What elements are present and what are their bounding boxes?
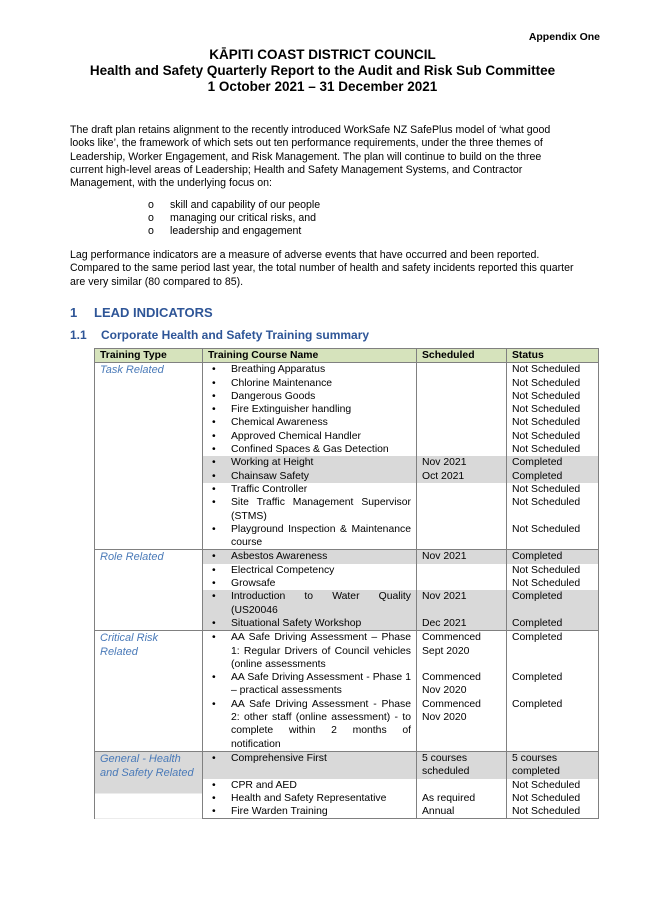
report-title: Health and Safety Quarterly Report to the Audit and Risk Sub Committee (89, 63, 556, 78)
scheduled-cell: Annual (417, 805, 507, 819)
table-body (95, 363, 599, 819)
bullet-dot: • (212, 364, 216, 376)
status-cell: Completed (507, 470, 599, 483)
course-name-cell (203, 470, 417, 483)
status-cell: Not Scheduled (507, 430, 599, 443)
subsection-number: 1.1 (70, 328, 87, 342)
status-cell: Completed (507, 671, 599, 698)
course-name-cell (203, 698, 417, 752)
table-row (95, 751, 599, 778)
bullet-dot: • (212, 698, 216, 710)
course-name-text: Growsafe (231, 578, 276, 590)
course-name-text: Introduction to Water Quality (US20046 (231, 591, 411, 616)
course-name-text: Electrical Competency (231, 564, 335, 576)
bullet-dot: • (212, 806, 216, 818)
subsection-title: Corporate Health and Safety Training summary (101, 328, 370, 342)
scheduled-cell (417, 523, 507, 550)
focus-item-text: managing our critical risks, and (170, 212, 317, 224)
table-row (95, 550, 599, 564)
course-name-cell (203, 523, 417, 550)
bullet-dot: • (212, 377, 216, 389)
course-name-cell (203, 550, 417, 564)
course-name-cell (203, 377, 417, 390)
course-name-text: Fire Extinguisher handling (231, 404, 352, 416)
header-scheduled: Scheduled (417, 349, 507, 363)
status-cell: Not Scheduled (507, 403, 599, 416)
course-name-text: Asbestos Awareness (231, 551, 328, 563)
table-row (95, 631, 599, 671)
course-name-cell (203, 671, 417, 698)
course-name-cell (203, 751, 417, 778)
training-type-cell: Role Related (95, 550, 203, 631)
course-name-cell (203, 390, 417, 403)
table-header-row (95, 349, 599, 363)
lag-paragraph: Lag performance indicators are a measure of adverse events that have occurred and been reported. Compared to the same period last year, the total number of health and safety incidents reported this quarter are very similar (80 compared to 85). (70, 249, 574, 288)
status-cell: Not Scheduled (507, 805, 599, 819)
appendix-label: Appendix One (528, 31, 600, 43)
scheduled-cell (417, 377, 507, 390)
status-cell: Not Scheduled (507, 390, 599, 403)
bullet-dot: • (212, 752, 216, 764)
bullet-dot: • (212, 564, 216, 576)
status-cell: Not Scheduled (507, 523, 599, 550)
scheduled-cell: Commenced Sept 2020 (417, 631, 507, 671)
course-name-cell (203, 416, 417, 429)
scheduled-cell (417, 430, 507, 443)
status-cell: Not Scheduled (507, 483, 599, 496)
scheduled-cell (417, 443, 507, 456)
bullet-dot: • (212, 617, 216, 629)
course-name-cell (203, 617, 417, 631)
council-name: KĀPITI COAST DISTRICT COUNCIL (209, 47, 436, 62)
course-name-cell (203, 443, 417, 456)
status-cell: 5 courses completed (507, 751, 599, 778)
status-cell: Not Scheduled (507, 577, 599, 590)
status-cell: Not Scheduled (507, 779, 599, 792)
intro-paragraph: The draft plan retains alignment to the recently introduced WorkSafe NZ SafePlus model of ‘what good looks like’, the framework of which sets out ten performance requirements, under the three themes of Leadership, Worker Engagement, and Risk Management. The plan will continue to build on the three current high-level areas of Leadership; Health and Safety Management Systems, and Contractor Management, with the underlying focus on: (70, 124, 551, 190)
header-training-type: Training Type (95, 349, 203, 363)
course-name-text: Approved Chemical Handler (231, 430, 361, 442)
bullet-dot: • (212, 591, 216, 603)
status-cell: Not Scheduled (507, 363, 599, 377)
training-type-cell: Critical Risk Related (95, 631, 203, 752)
focus-item (148, 212, 320, 225)
bullet-dot: • (212, 632, 216, 644)
report-period: 1 October 2021 – 31 December 2021 (207, 79, 438, 94)
course-name-text: Confined Spaces & Gas Detection (231, 444, 389, 456)
training-type-cell: General - Health and Safety Related (95, 751, 203, 818)
course-name-cell (203, 430, 417, 443)
bullet-dot: • (212, 578, 216, 590)
scheduled-cell (417, 779, 507, 792)
focus-item-text: leadership and engagement (170, 225, 302, 237)
bullet-dot: • (212, 417, 216, 429)
course-name-text: AA Safe Driving Assessment - Phase 1 – practical assessments (231, 672, 411, 697)
bullet-dot: • (212, 497, 216, 509)
training-type-cell: Task Related (95, 363, 203, 550)
course-name-text: Chlorine Maintenance (231, 377, 333, 389)
bullet-dot: • (212, 792, 216, 804)
course-name-cell (203, 363, 417, 377)
status-cell: Not Scheduled (507, 377, 599, 390)
course-name-text: Health and Safety Representative (231, 792, 387, 804)
course-name-cell (203, 456, 417, 469)
course-name-text: Chemical Awareness (231, 417, 328, 429)
scheduled-cell (417, 483, 507, 496)
course-name-cell (203, 496, 417, 523)
scheduled-cell (417, 403, 507, 416)
course-name-text: Working at Height (231, 457, 314, 469)
course-name-text: Traffic Controller (231, 483, 308, 495)
status-cell: Completed (507, 698, 599, 752)
scheduled-cell (417, 577, 507, 590)
course-name-cell (203, 483, 417, 496)
header-status: Status (507, 349, 599, 363)
bullet-dot: • (212, 430, 216, 442)
scheduled-cell (417, 564, 507, 577)
course-name-text: Comprehensive First (231, 752, 327, 764)
scheduled-cell: Dec 2021 (417, 617, 507, 631)
section-number: 1 (70, 305, 78, 320)
course-name-cell (203, 779, 417, 792)
scheduled-cell: Nov 2021 (417, 550, 507, 564)
bullet-dot: • (212, 390, 216, 402)
status-cell: Completed (507, 550, 599, 564)
course-name-cell (203, 564, 417, 577)
focus-list (148, 199, 320, 238)
bullet-dot: • (212, 523, 216, 535)
status-cell: Not Scheduled (507, 564, 599, 577)
table-row (95, 363, 599, 377)
bullet-dot: • (212, 444, 216, 456)
course-name-text: AA Safe Driving Assessment - Phase 2: other staff (online assessment) - to complete within 2 months of notification (231, 698, 411, 750)
status-cell: Completed (507, 590, 599, 617)
status-cell: Completed (507, 631, 599, 671)
status-cell: Completed (507, 456, 599, 469)
course-name-text: AA Safe Driving Assessment – Phase 1: Regular Drivers of Council vehicles (online assessments (231, 632, 411, 670)
focus-item (148, 199, 320, 212)
scheduled-cell: Commenced Nov 2020 (417, 671, 507, 698)
bullet-marker: o (148, 212, 154, 224)
bullet-dot: • (212, 672, 216, 684)
course-name-text: Situational Safety Workshop (231, 617, 362, 629)
scheduled-cell: 5 courses scheduled (417, 751, 507, 778)
course-name-text: Chainsaw Safety (231, 470, 309, 482)
bullet-marker: o (148, 199, 154, 211)
training-summary-table (94, 348, 599, 819)
section-title: LEAD INDICATORS (94, 305, 213, 320)
bullet-dot: • (212, 551, 216, 563)
scheduled-cell (417, 416, 507, 429)
course-name-text: Site Traffic Management Supervisor (STMS) (231, 497, 411, 522)
focus-item-text: skill and capability of our people (170, 199, 321, 211)
course-name-cell (203, 590, 417, 617)
course-name-text: CPR and AED (231, 779, 297, 791)
course-name-cell (203, 792, 417, 805)
scheduled-cell: Nov 2021 (417, 590, 507, 617)
scheduled-cell (417, 496, 507, 523)
subsection-heading-training-summary (70, 328, 369, 342)
course-name-cell (203, 631, 417, 671)
status-cell: Completed (507, 617, 599, 631)
status-cell: Not Scheduled (507, 496, 599, 523)
scheduled-cell (417, 363, 507, 377)
status-cell: Not Scheduled (507, 443, 599, 456)
bullet-dot: • (212, 457, 216, 469)
header-course-name: Training Course Name (203, 349, 417, 363)
course-name-cell (203, 403, 417, 416)
status-cell: Not Scheduled (507, 792, 599, 805)
bullet-dot: • (212, 779, 216, 791)
status-cell: Not Scheduled (507, 416, 599, 429)
course-name-text: Fire Warden Training (231, 806, 328, 818)
scheduled-cell: Nov 2021 (417, 456, 507, 469)
course-name-text: Breathing Apparatus (231, 364, 326, 376)
scheduled-cell: Commenced Nov 2020 (417, 698, 507, 752)
bullet-dot: • (212, 470, 216, 482)
bullet-dot: • (212, 404, 216, 416)
focus-item (148, 225, 320, 238)
course-name-text: Playground Inspection & Maintenance course (231, 523, 411, 549)
section-heading-lead-indicators (70, 305, 213, 320)
scheduled-cell: Oct 2021 (417, 470, 507, 483)
scheduled-cell: As required (417, 792, 507, 805)
bullet-marker: o (148, 225, 154, 237)
course-name-cell (203, 577, 417, 590)
course-name-cell (203, 805, 417, 819)
scheduled-cell (417, 390, 507, 403)
bullet-dot: • (212, 483, 216, 495)
course-name-text: Dangerous Goods (231, 390, 316, 402)
